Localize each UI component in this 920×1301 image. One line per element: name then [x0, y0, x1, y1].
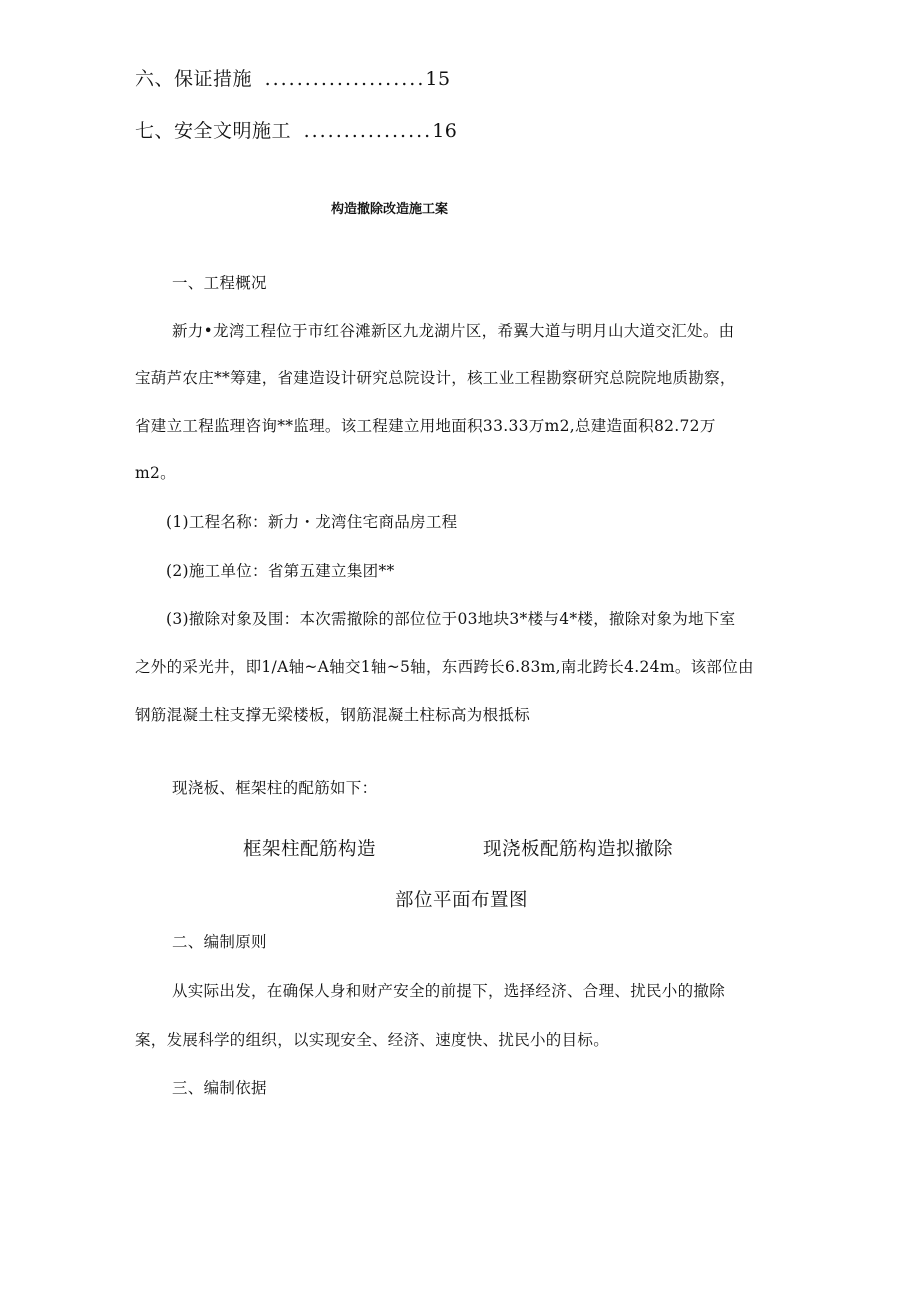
paragraph-line: 从实际出发，在确保人身和财产安全的前提下，选择经济、合理、扰民小的撤除 — [172, 982, 726, 1000]
paragraph-line: m2。 — [135, 464, 176, 482]
section-3-heading: 三、编制依据 — [172, 1079, 267, 1097]
document-title: 构造撤除改造施工案 — [331, 202, 449, 217]
toc-entry-6[interactable] — [135, 64, 451, 91]
toc-entry-7[interactable] — [135, 116, 457, 143]
figure-caption-slab: 现浇板配筋构造拟撤除 — [483, 839, 674, 860]
toc-entry-label: 七、安全文明施工 — [135, 120, 292, 142]
paragraph-line: 省建立工程监理咨询**监理。该工程建立用地面积33.33万m2,总建造面积82.72万 — [135, 417, 716, 435]
scope-item-line: (3)撤除对象及围：本次需撤除的部位位于03地块3*楼与4*楼，撤除对象为地下室 — [166, 610, 736, 628]
toc-entry-leader: ................ — [303, 120, 433, 142]
paragraph-line: 新力•龙湾工程位于市红谷滩新区九龙湖片区，希翼大道与明月山大道交汇处。由 — [172, 322, 735, 340]
scope-item-line: 钢筋混凝土柱支撑无梁楼板，钢筋混凝土柱标高为根抵标 — [135, 706, 531, 724]
rebar-intro: 现浇板、框架柱的配筋如下： — [172, 779, 378, 797]
toc-entry-page: 16 — [432, 120, 458, 142]
figure-caption-column: 框架柱配筋构造 — [243, 839, 377, 860]
toc-entry-page: 15 — [425, 68, 451, 90]
scope-item-line: 之外的采光井，即1/A轴~A轴交1轴~5轴，东西跨长6.83m,南北跨长4.24m。该部位由 — [135, 658, 754, 676]
paragraph-line: 宝葫芦农庄**筹建，省建造设计研究总院设计，核工业工程勘察研究总院院地质勘察， — [135, 369, 736, 387]
figure-caption-layout: 部位平面布置图 — [395, 890, 529, 911]
project-name-item: (1)工程名称：新力・龙湾住宅商品房工程 — [166, 513, 458, 531]
paragraph-line: 案，发展科学的组织，以实现安全、经济、速度快、扰民小的目标。 — [135, 1031, 610, 1049]
contractor-item: (2)施工单位：省第五建立集团** — [166, 562, 395, 580]
section-2-heading: 二、编制原则 — [172, 933, 267, 951]
toc-entry-leader: .................... — [264, 68, 426, 90]
toc-entry-label: 六、保证措施 — [135, 68, 253, 90]
section-1-heading: 一、工程概况 — [172, 274, 267, 292]
